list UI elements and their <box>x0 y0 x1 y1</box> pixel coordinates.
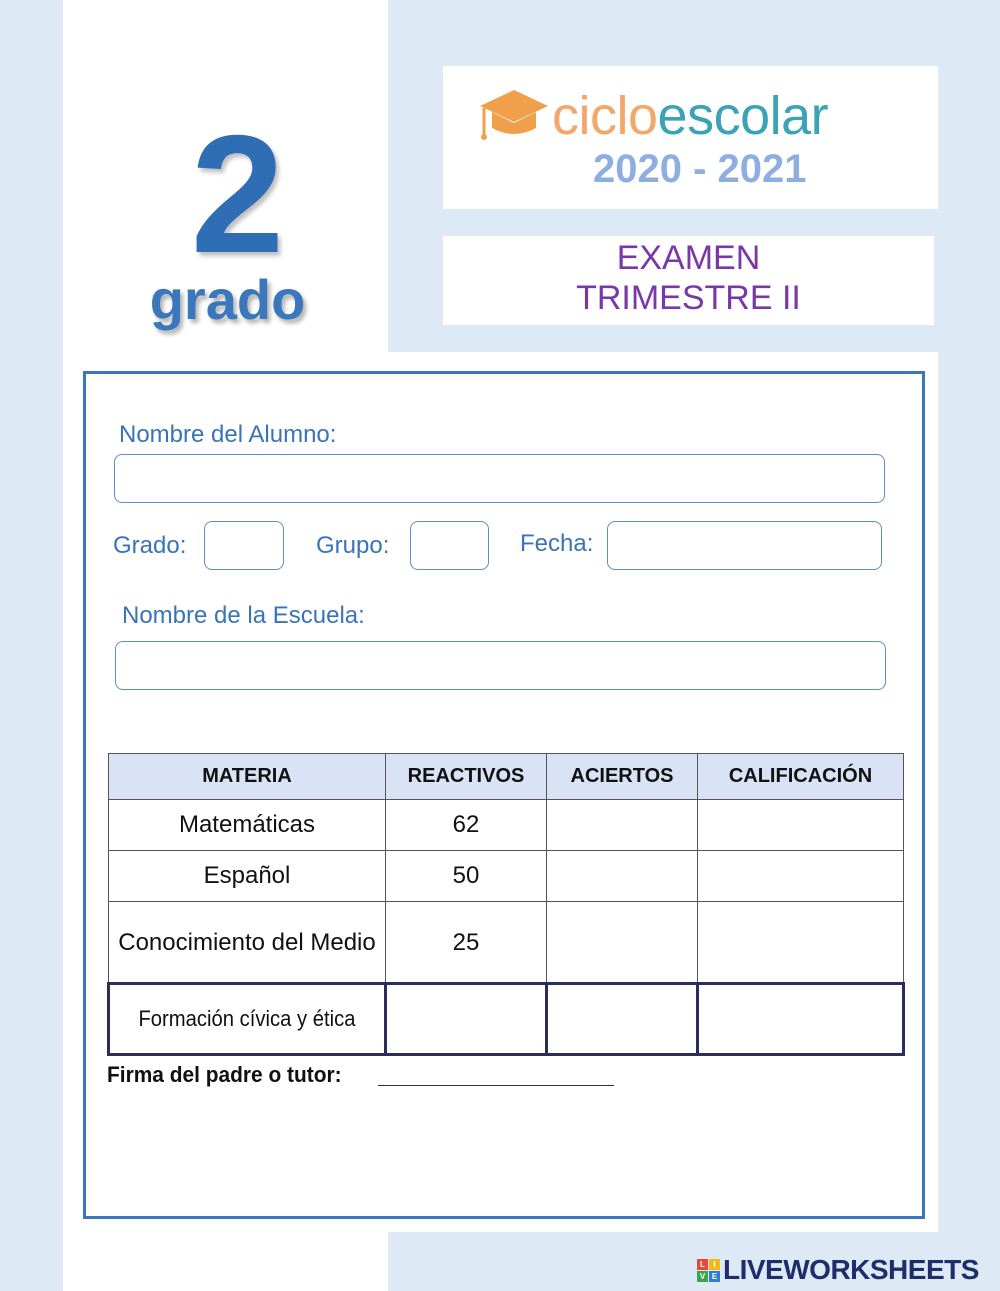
calificacion-cell[interactable] <box>698 851 904 902</box>
background-panel-left <box>0 0 63 1291</box>
materia-cell <box>109 984 386 1055</box>
background-panel-right <box>938 352 1000 1232</box>
group-field[interactable] <box>410 521 489 570</box>
table-row <box>109 800 904 851</box>
header-aciertos: ACIERTOS <box>547 754 698 800</box>
table-row <box>109 851 904 902</box>
header-calificacion: CALIFICACIÓN <box>698 754 904 800</box>
materia-cell: Español <box>109 851 386 902</box>
date-field[interactable] <box>607 521 882 570</box>
table-header-row <box>109 754 904 800</box>
aciertos-cell[interactable] <box>547 851 698 902</box>
aciertos-cell[interactable] <box>547 902 698 984</box>
signature-line[interactable] <box>378 1085 614 1086</box>
table-row <box>109 984 904 1055</box>
reactivos-cell: 50 <box>386 851 547 902</box>
graduation-cap-icon <box>476 86 550 146</box>
reactivos-cell[interactable] <box>386 984 547 1055</box>
header-materia: MATERIA <box>109 754 386 800</box>
logo-wordmark <box>552 86 829 146</box>
logo-escolar-text: escolar <box>657 86 829 146</box>
exam-title-box <box>443 236 934 325</box>
table-row <box>109 902 904 984</box>
reactivos-cell: 25 <box>386 902 547 984</box>
reactivos-cell: 62 <box>386 800 547 851</box>
exam-title-line2: TRIMESTRE II <box>576 279 801 317</box>
logo-ciclo-text: ciclo <box>552 86 658 146</box>
school-year: 2020 - 2021 <box>593 147 807 191</box>
liveworksheets-icon: L I V E <box>697 1259 720 1282</box>
student-name-label: Nombre del Alumno: <box>119 421 337 448</box>
grade-field[interactable] <box>204 521 284 570</box>
materia-civica-text: Formación cívica y ética <box>138 1006 356 1031</box>
school-name-label: Nombre de la Escuela: <box>122 602 365 629</box>
grade-number: 2 <box>190 100 285 288</box>
grades-table <box>107 753 905 1056</box>
calificacion-cell[interactable] <box>698 902 904 984</box>
aciertos-cell[interactable] <box>547 984 698 1055</box>
exam-title-line1: EXAMEN <box>616 239 761 277</box>
student-name-field[interactable] <box>114 454 885 503</box>
header-reactivos: REACTIVOS <box>386 754 547 800</box>
cicloescolar-logo <box>443 66 938 209</box>
liveworksheets-brand <box>697 1254 979 1286</box>
logo-row <box>476 86 828 146</box>
group-label: Grupo: <box>316 532 390 559</box>
calificacion-cell[interactable] <box>698 800 904 851</box>
grade-word: grado <box>149 268 306 331</box>
grade-label: Grado: <box>113 532 187 559</box>
materia-cell: Conocimiento del Medio <box>109 902 386 984</box>
liveworksheets-text: LIVEWORKSHEETS <box>723 1254 979 1285</box>
aciertos-cell[interactable] <box>547 800 698 851</box>
date-label: Fecha: <box>520 530 594 557</box>
signature-label: Firma del padre o tutor: <box>107 1062 342 1087</box>
materia-cell: Matemáticas <box>109 800 386 851</box>
school-name-field[interactable] <box>115 641 886 690</box>
calificacion-cell[interactable] <box>698 984 904 1055</box>
